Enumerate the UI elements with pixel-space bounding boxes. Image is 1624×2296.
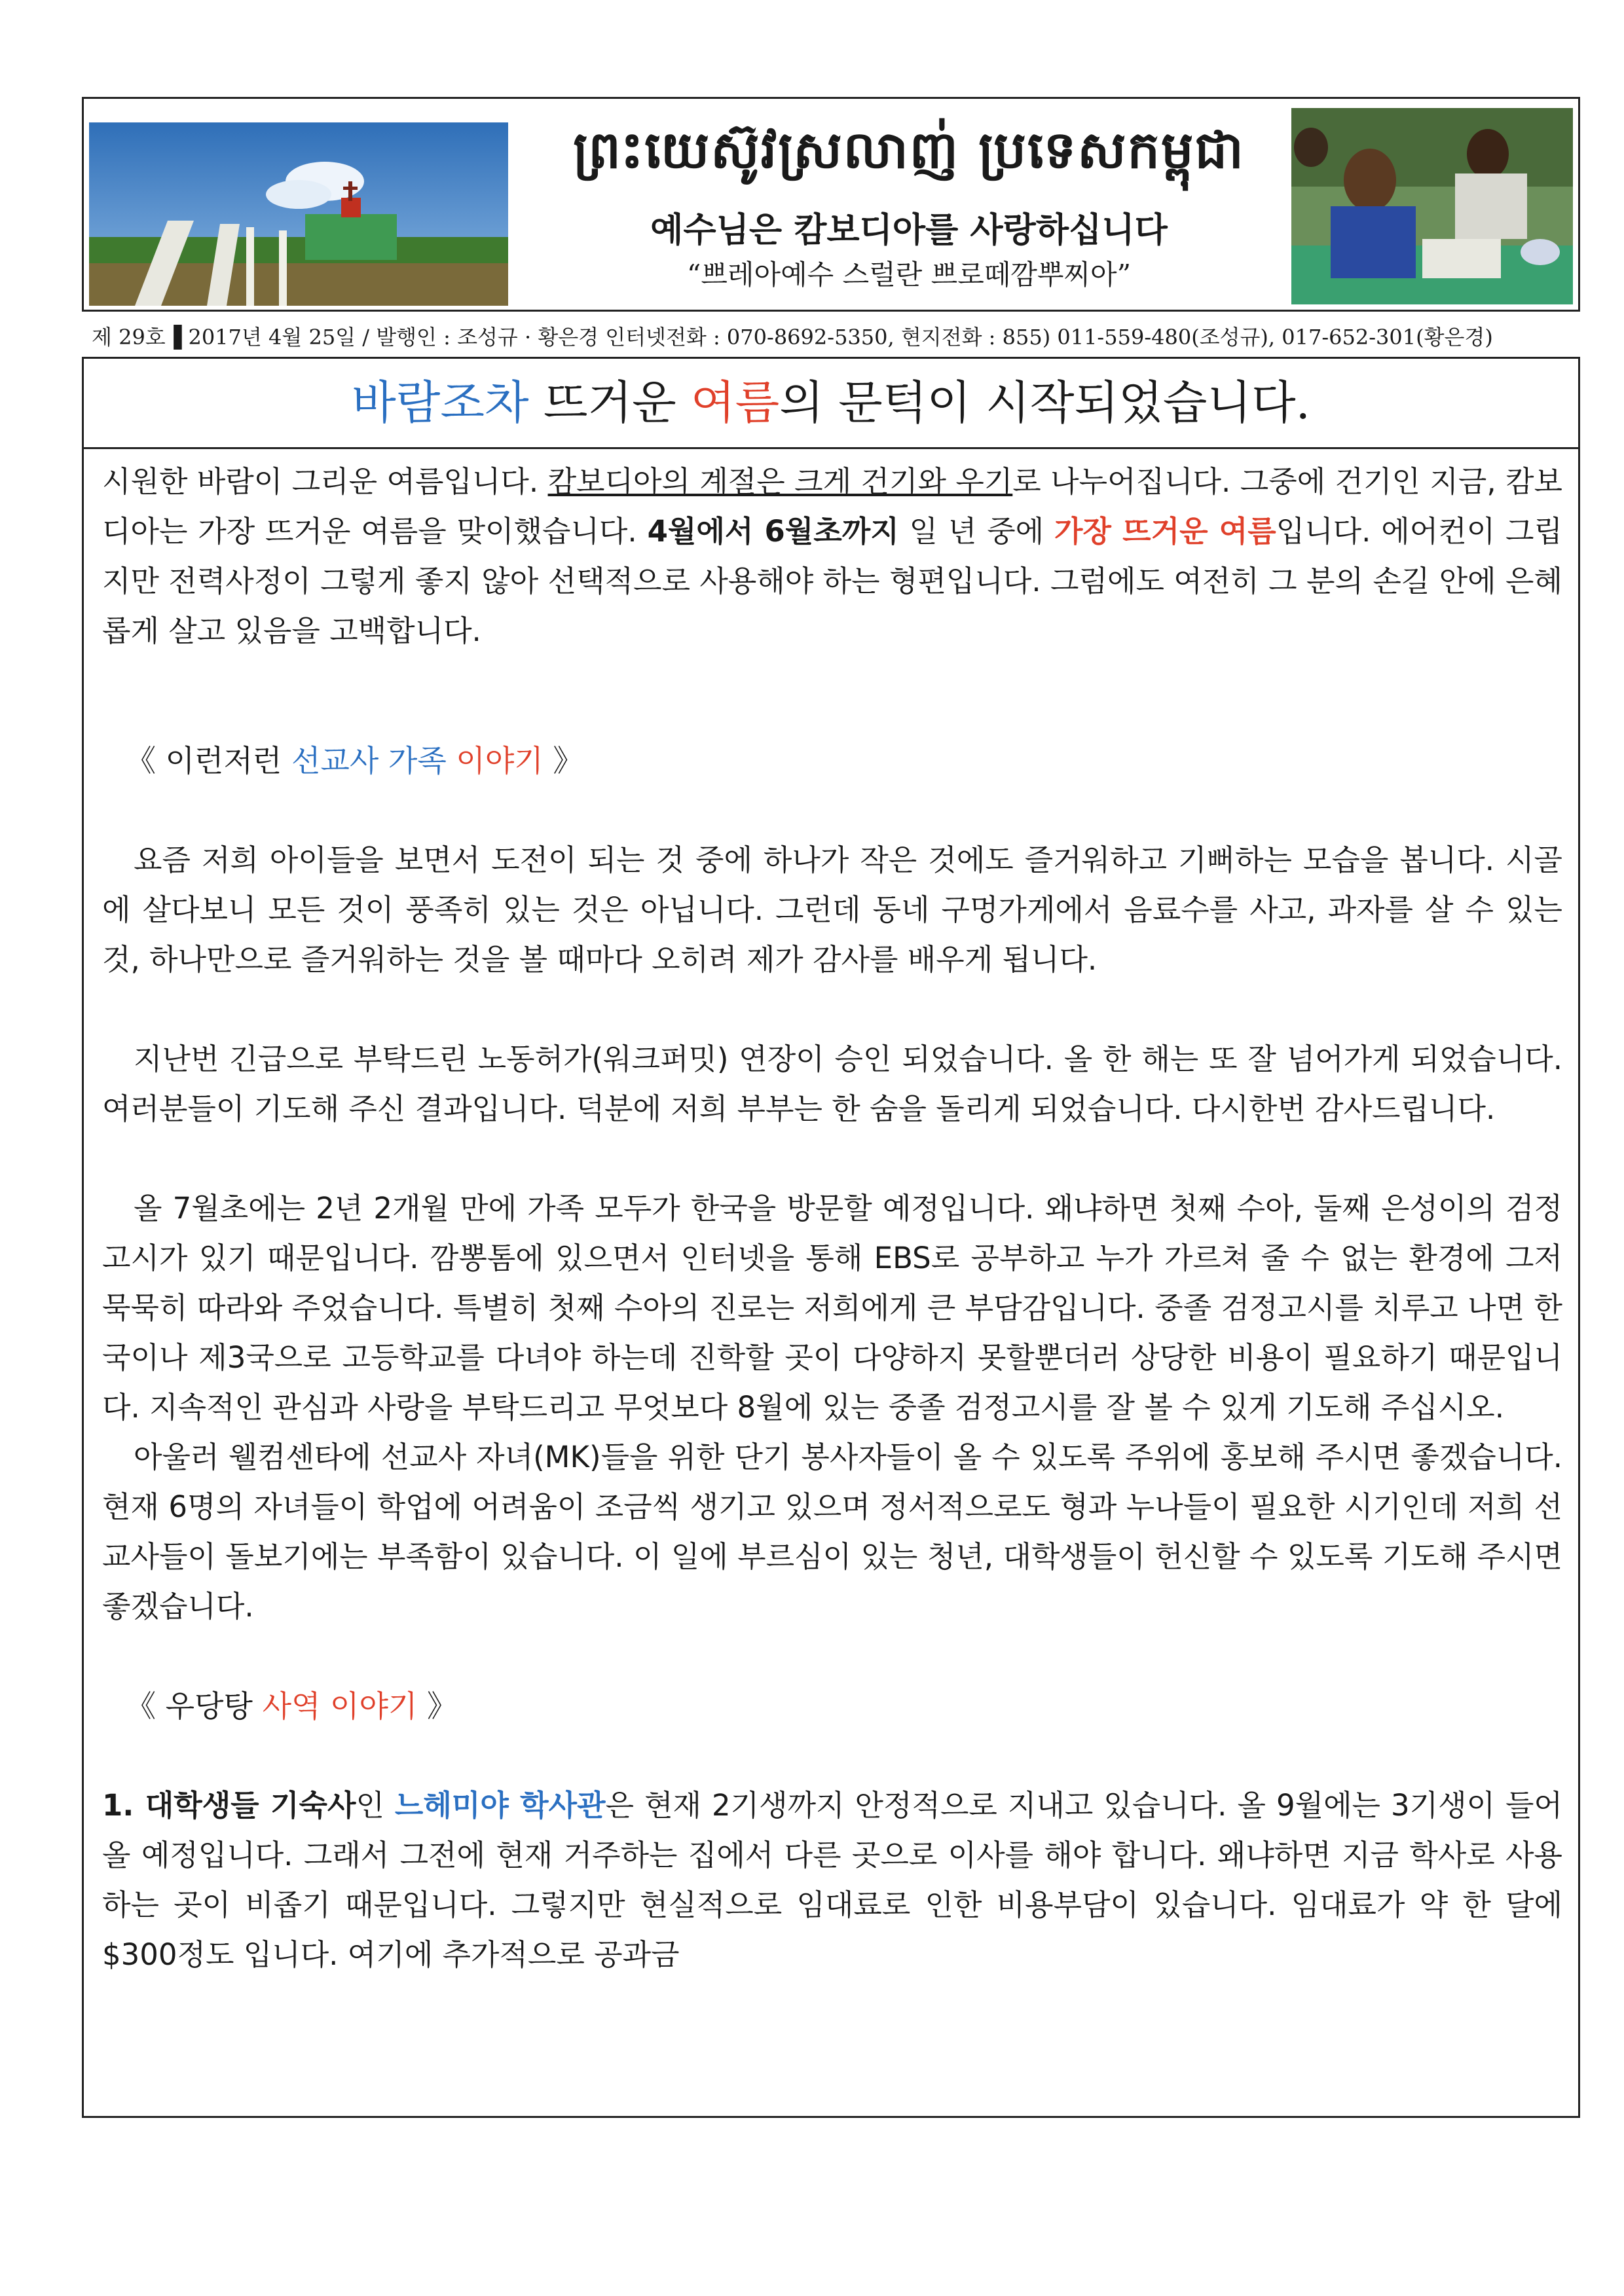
article-body xyxy=(102,457,1562,1980)
section1-close: 》 xyxy=(543,743,583,778)
main-article xyxy=(82,357,1580,2118)
intro-text-highlight: 가장 뜨거운 여름 xyxy=(1054,514,1276,549)
intro-paragraph xyxy=(102,457,1562,656)
korean-subtitle: “쁘레아예수 스럴란 쁘로떼깜뿌찌아” xyxy=(686,259,1132,291)
headline xyxy=(84,359,1578,449)
intro-text-e: 일 년 중에 xyxy=(898,514,1054,549)
children-photo-image xyxy=(1291,108,1573,304)
item1-bold: 1. 대학생들 기숙사 xyxy=(102,1788,356,1823)
item1-blue: 느헤미야 학사관 xyxy=(394,1788,606,1823)
paragraph: 요즘 저희 아이들을 보면서 도전이 되는 것 중에 하나가 작은 것에도 즐거워하고 기뻐하는 모습을 봅니다. 시골에 살다보니 모든 것이 풍족히 있는 것은 아닙니다. 그런데 동네 구멍가게에서 음료수를 사고, 과자를 살 수 있는 것, 하나만으로 즐거워하는 것을 볼 때마다 오히려 제가 감사를 배우게 됩니다. xyxy=(102,843,1562,977)
paragraph: 지난번 긴급으로 부탁드린 노동허가(워크퍼밋) 연장이 승인 되었습니다. 올 한 해는 또 잘 넘어가게 되었습니다. 여러분들이 기도해 주신 결과입니다. 덕분에 저희 부부는 한 숨을 돌리게 되었습니다. 다시한번 감사드립니다. xyxy=(102,1042,1562,1126)
intro-text-underlined: 캄보디아의 계절은 크게 건기와 우기 xyxy=(547,464,1013,499)
issue-info-line: 제 29호▐ 2017년 4월 25일 / 발행인 : 조성규 · 황은경 인터넷전화 : 070-8692-5350, 현지전화 : 855) 011-559-480(조성규), 017-652-301(황은경) xyxy=(92,325,1493,350)
church-photo-image xyxy=(89,122,508,306)
section-heading-family xyxy=(102,736,1562,786)
newsletter-header xyxy=(82,97,1580,312)
section2-open: 《 우당탕 xyxy=(126,1688,263,1724)
korean-title: 예수님은 캄보디아를 사랑하십니다 xyxy=(650,210,1168,250)
intro-text-bold: 4월에서 6월초까지 xyxy=(647,514,899,549)
section2-red-text: 사역 이야기 xyxy=(262,1688,418,1724)
section1-red-text: 이야기 xyxy=(446,743,544,778)
paragraph: 올 7월초에는 2년 2개월 만에 가족 모두가 한국을 방문할 예정입니다. 왜냐하면 첫째 수아, 둘째 은성이의 검정고시가 있기 때문입니다. 깜뽕톰에 있으면서 인터넷을 통해 EBS로 공부하고 누가 가르쳐 줄 수 없는 환경에 그저 묵묵히 따라와 주었습니다. 특별히 첫째 수아의 진로는 저희에게 큰 부담감입니다. 중졸 검정고시를 치루고 나면 한국이나 제3국으로 고등학교를 다녀야 하는데 진학할 곳이 다양하지 못할뿐더러 상당한 비용이 필요하기 때문입니다. 지속적인 관심과 사랑을 부탁드리고 무엇보다 8월에 있는 중졸 검정고시를 잘 볼 수 있게 기도해 주십시오. xyxy=(102,1191,1562,1425)
headline-part-3: 여름 xyxy=(691,376,780,429)
intro-text-c: 로 나누어집니다. 그중에 건기인 지금, 캄보디아는 가장 뜨거운 여름을 맞이했습니다. xyxy=(102,464,1562,549)
ministry-item-1 xyxy=(102,1781,1562,1980)
headline-part-2: 뜨거운 xyxy=(528,376,692,429)
section-heading-ministry xyxy=(102,1681,1562,1731)
khmer-title: ព្រះយេស៊ូវស្រលាញ់ ប្រទេសកម្ពុជា xyxy=(573,120,1245,180)
section1-open: 《 이런저런 xyxy=(126,743,291,778)
paragraph: 아울러 웰컴센타에 선교사 자녀(MK)들을 위한 단기 봉사자들이 올 수 있도록 주위에 홍보해 주시면 좋겠습니다. 현재 6명의 자녀들이 학업에 어려움이 조금씩 생기고 있으며 정서적으로도 형과 누나들이 필요한 시기인데 저희 선교사들이 돌보기에는 부족함이 있습니다. 이 일에 부르심이 있는 청년, 대학생들이 헌신할 수 있도록 기도해 주시면 좋겠습니다. xyxy=(102,1440,1562,1624)
headline-part-1: 바람조차 xyxy=(352,376,529,429)
section1-blue-text: 선교사 가족 xyxy=(291,743,447,778)
intro-text-a: 시원한 바람이 그리운 여름입니다. xyxy=(102,464,548,499)
children-photo xyxy=(1291,108,1573,304)
item1-text-d: 은 현재 2기생까지 안정적으로 지내고 있습니다. 올 9월에는 3기생이 들어올 예정입니다. 그래서 그전에 현재 거주하는 집에서 다른 곳으로 이사를 해야 합니다. 왜냐하면 지금 학사로 사용하는 곳이 비좁기 때문입니다. 그렇지만 현실적으로 임대료로 인한 비용부담이 있습니다. 임대료가 약 한 달에 $300정도 입니다. 여기에 추가적으로 공과금 xyxy=(102,1788,1562,1972)
intro-text-g: 입니다. 에어컨이 그립지만 전력사정이 그렇게 좋지 않아 선택적으로 사용해야 하는 형편입니다. 그럼에도 여전히 그 분의 손길 안에 은혜롭게 살고 있음을 고백합니다. xyxy=(102,514,1562,648)
headline-part-4: 의 문턱이 시작되었습니다. xyxy=(779,376,1310,429)
item1-text-b: 인 xyxy=(356,1788,395,1823)
church-photo xyxy=(89,122,508,306)
section2-close: 》 xyxy=(417,1688,457,1724)
